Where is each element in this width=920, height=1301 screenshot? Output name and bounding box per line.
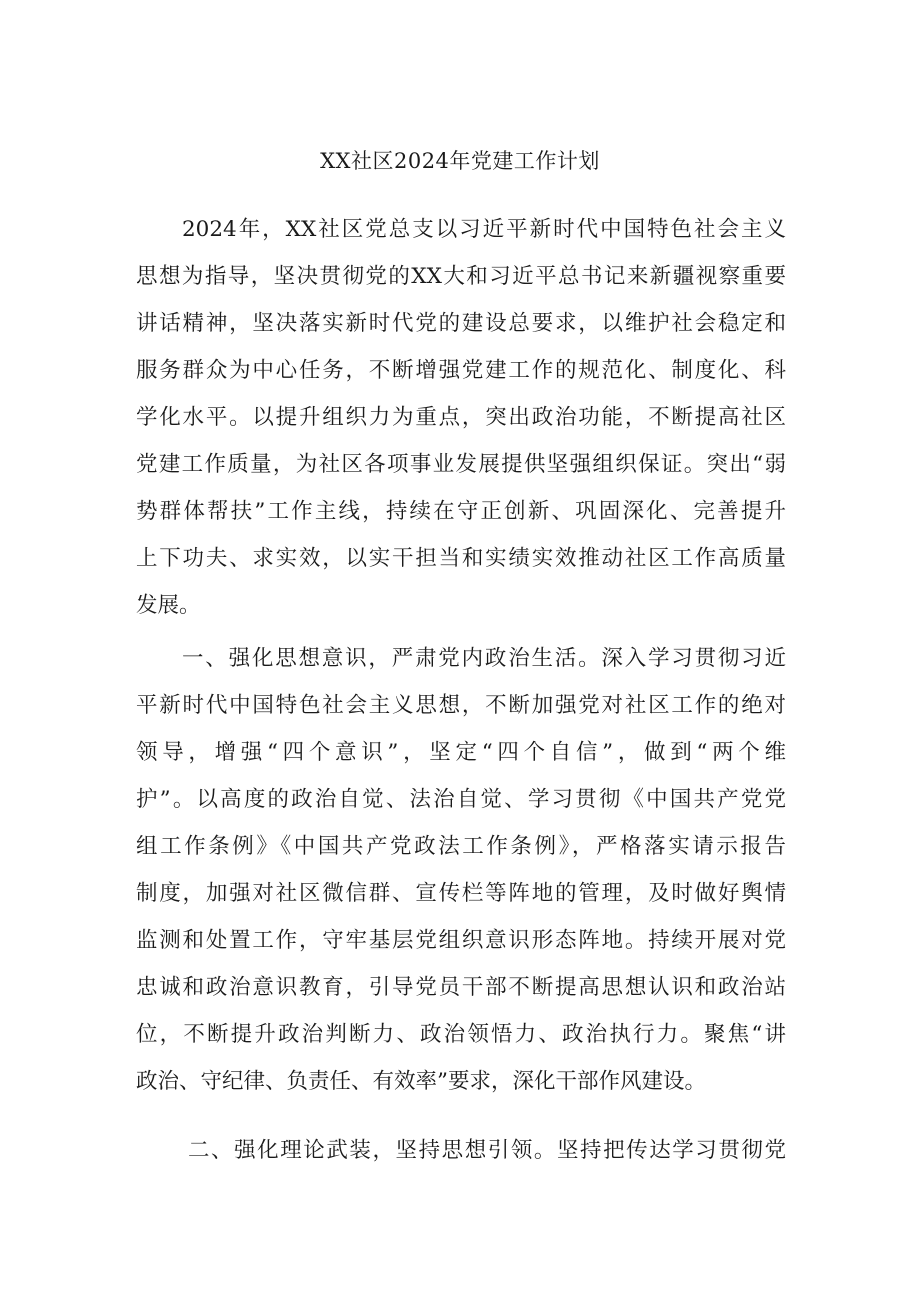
paragraph-1-line-3: 讲话精神，坚决落实新时代党的建设总要求，以维护社会稳定和: [136, 311, 786, 336]
paragraph-2-line-6: 制度，加强对社区微信群、宣传栏等阵地的管理，及时做好舆情: [136, 881, 786, 906]
paragraph-1-line-2: 思想为指导，坚决贯彻党的XX大和习近平总书记来新疆视察重要: [136, 264, 786, 289]
paragraph-2-line-4: 护”。以高度的政治自觉、法治自觉、学习贯彻《中国共产党党: [136, 787, 786, 812]
paragraph-1-line-6: 党建工作质量，为社区各项事业发展提供坚强组织保证。突出“弱: [136, 452, 786, 477]
paragraph-2-line-7: 监测和处置工作，守牢基层党组织意识形态阵地。持续开展对党: [136, 928, 786, 953]
paragraph-2-line-8: 忠诚和政治意识教育，引导党员干部不断提高思想认识和政治站: [136, 975, 786, 1000]
paragraph-3-line-1: 二、强化理论武装，坚持思想引领。坚持把传达学习贯彻党: [188, 1138, 786, 1163]
paragraph-2-line-5: 组工作条例》《中国共产党政法工作条例》，严格落实请示报告: [136, 834, 786, 859]
paragraph-2-line-1: 一、强化思想意识，严肃党内政治生活。深入学习贯彻习近: [182, 646, 786, 671]
paragraph-1-line-1: 2024年，XX社区党总支以习近平新时代中国特色社会主义: [182, 217, 786, 242]
paragraph-2-line-3: 领导，增强“四个意识”，坚定“四个自信”，做到“两个维: [136, 740, 786, 765]
paragraph-1-line-8: 上下功夫、求实效，以实干担当和实绩实效推动社区工作高质量: [136, 546, 786, 571]
paragraph-1-line-5: 学化水平。以提升组织力为重点，突出政治功能，不断提高社区: [136, 405, 786, 430]
paragraph-2-line-2: 平新时代中国特色社会主义思想，不断加强党对社区工作的绝对: [136, 693, 786, 718]
paragraph-1-line-7: 势群体帮扶”工作主线，持续在守正创新、巩固深化、完善提升: [136, 499, 786, 524]
paragraph-2-line-9: 位，不断提升政治判断力、政治领悟力、政治执行力。聚焦“讲: [136, 1022, 786, 1047]
paragraph-1-line-4: 服务群众为中心任务，不断增强党建工作的规范化、制度化、科: [136, 358, 786, 383]
paragraph-1-line-9: 发展。: [136, 593, 201, 618]
document-title: XX社区2024年党建工作计划: [320, 149, 600, 173]
paragraph-2-line-10: 政治、守纪律、负责任、有效率”要求，深化干部作风建设。: [136, 1069, 706, 1094]
